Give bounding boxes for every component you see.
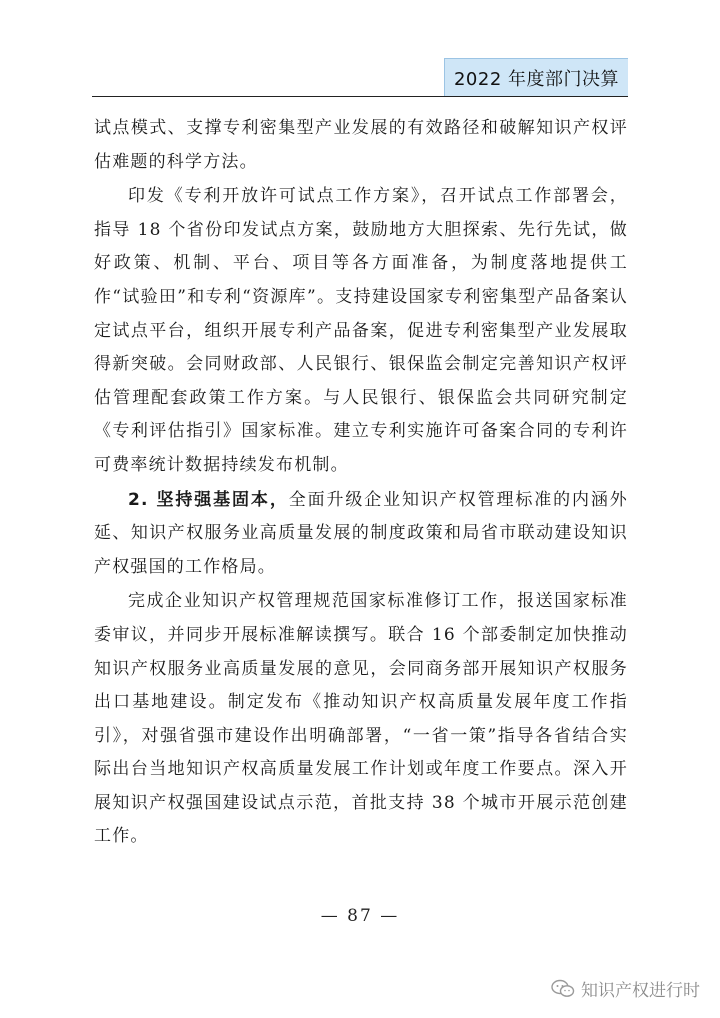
header-title: 2022 年度部门决算 bbox=[444, 58, 628, 96]
paragraph-4: 完成企业知识产权管理规范国家标准修订工作，报送国家标准委审议，并同步开展标准解读撰写。联合 16 个部委制定加快推动知识产权服务业高质量发展的意见，会同商务部开展知识产权服务出口基地建设。制定发布《推动知识产权高质量发展年度工作指引》，对强省强市建设作出明确部署，“一省一策”指导各省结合实际出台当地知识产权高质量发展工作计划或年度工作要点。深入开展知识产权强国建设试点示范，首批支持 38 个城市开展示范创建工作。 bbox=[94, 591, 628, 847]
paragraph-1: 试点模式、支撑专利密集型产业发展的有效路径和破解知识产权评估难题的科学方法。 bbox=[94, 118, 628, 172]
section-heading-text: 全面升级企业知识产权管理标准的内涵外延、知识产权服务业高质量发展的制度政策和局省市联动建设知识产权强国的工作格局。 bbox=[94, 489, 628, 577]
document-body bbox=[94, 112, 628, 854]
section-heading: 2. 坚持强基固本， bbox=[128, 489, 289, 510]
watermark bbox=[551, 976, 700, 1001]
page-number: — 87 — bbox=[320, 906, 400, 926]
paragraph-3 bbox=[94, 484, 628, 585]
paragraph-2: 印发《专利开放许可试点工作方案》，召开试点工作部署会，指导 18 个省份印发试点方案，鼓励地方大胆探索、先行先试，做好政策、机制、平台、项目等各方面准备，为制度落地提供工作“试验田”和专利“资源库”。支持建设国家专利密集型产品备案认定试点平台，组织开展专利产品备案，促进专利密集型产业发展取得新突破。会同财政部、人民银行、银保监会制定完善知识产权评估管理配套政策工作方案。与人民银行、银保监会共同研究制定《专利评估指引》国家标准。建立专利实施许可备案合同的专利许可费率统计数据持续发布机制。 bbox=[94, 186, 628, 475]
watermark-text: 知识产权进行时 bbox=[581, 981, 700, 1001]
header-divider bbox=[92, 96, 628, 97]
wechat-icon bbox=[551, 979, 575, 999]
